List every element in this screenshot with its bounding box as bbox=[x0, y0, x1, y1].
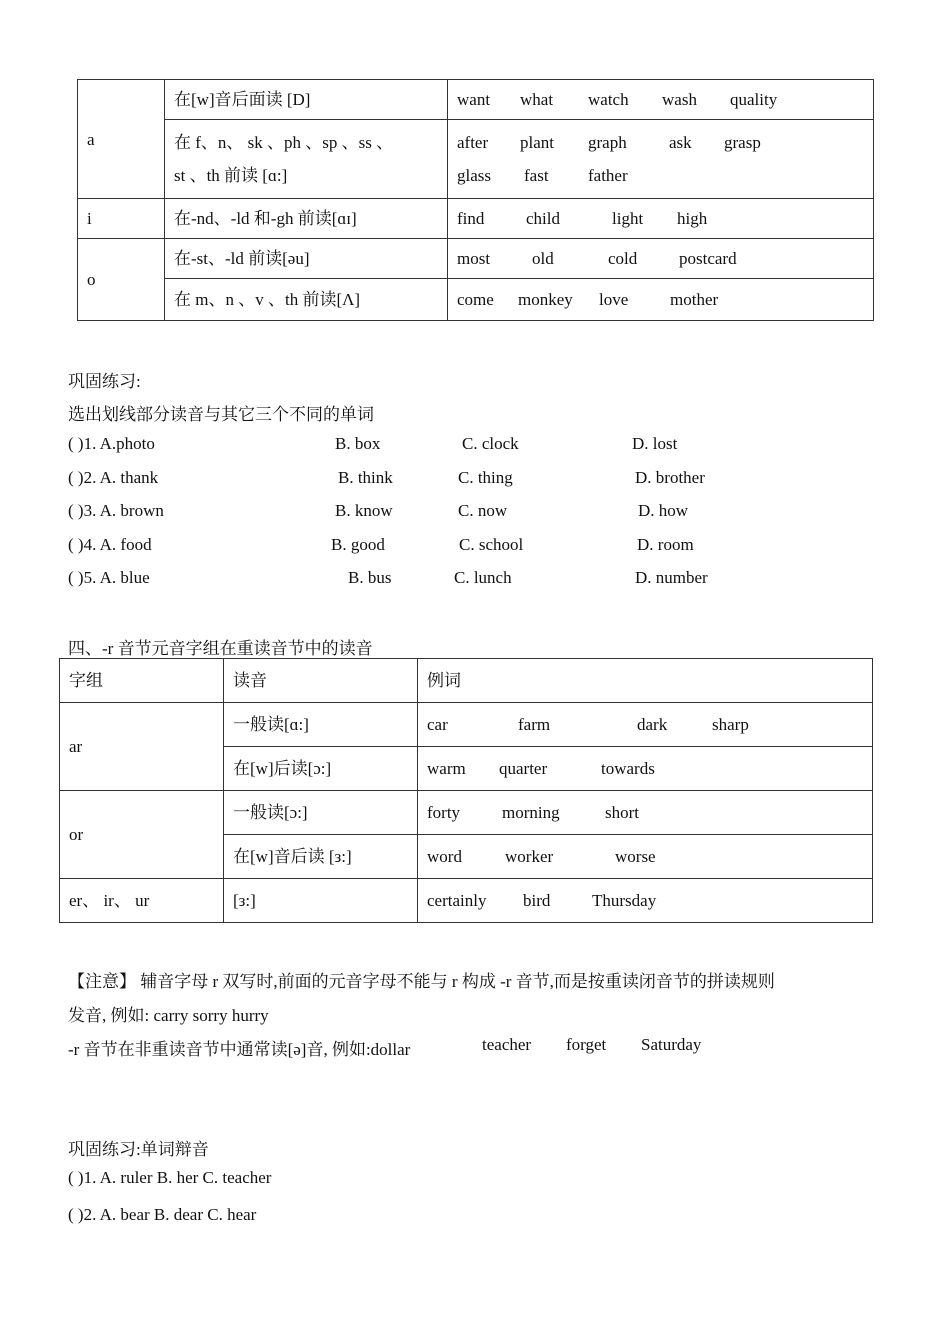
rule-cell bbox=[165, 120, 448, 199]
note-word: forget bbox=[566, 1035, 607, 1054]
group-cell: er、 ir、 ur bbox=[60, 879, 224, 923]
example-word: what bbox=[520, 90, 554, 109]
example-word: worse bbox=[615, 847, 656, 866]
words-cell bbox=[448, 120, 874, 199]
option-d: D. number bbox=[635, 568, 708, 587]
header-cell: 例词 bbox=[418, 659, 873, 703]
example-word: morning bbox=[502, 803, 560, 822]
words-cell bbox=[418, 747, 873, 791]
words-cell bbox=[448, 80, 874, 120]
words-cell bbox=[418, 791, 873, 835]
sound-cell: [з:] bbox=[224, 879, 418, 923]
example-word: quarter bbox=[499, 759, 548, 778]
section-title: 四、-r 音节元音字组在重读音节中的读音 bbox=[68, 639, 373, 658]
option-b: B. bus bbox=[348, 568, 392, 587]
example-word: old bbox=[532, 249, 554, 268]
option-d: D. brother bbox=[635, 468, 705, 487]
exercise-instruction: 选出划线部分读音与其它三个不同的单词 bbox=[68, 405, 374, 424]
group-cell: ar bbox=[60, 703, 224, 791]
option-d: D. lost bbox=[632, 434, 678, 453]
note-line: -r 音节在非重读音节中通常读[ə]音, 例如:dollar bbox=[68, 1040, 411, 1059]
example-word: after bbox=[457, 133, 489, 152]
example-word: car bbox=[427, 715, 448, 734]
header-cell: 读音 bbox=[224, 659, 418, 703]
example-word: towards bbox=[601, 759, 655, 778]
sound-cell: 在[w]后读[ɔ:] bbox=[224, 747, 418, 791]
example-word: bird bbox=[523, 891, 551, 910]
example-word: light bbox=[612, 209, 644, 228]
option-b: B. think bbox=[338, 468, 393, 487]
letter-cell: i bbox=[78, 199, 165, 239]
example-word: short bbox=[605, 803, 639, 822]
example-word: word bbox=[427, 847, 462, 866]
option-d: D. how bbox=[638, 501, 689, 520]
option-c: C. school bbox=[459, 535, 524, 554]
rule-cell: 在[w]音后面读 [D] bbox=[165, 80, 448, 120]
example-word: high bbox=[677, 209, 708, 228]
example-word: ask bbox=[669, 133, 692, 152]
exercise-item: ( )1. A. ruler B. her C. teacher bbox=[68, 1168, 272, 1187]
rule-cell: 在 m、n 、v 、th 前读[Λ] bbox=[165, 279, 448, 321]
example-word: farm bbox=[518, 715, 551, 734]
example-word: dark bbox=[637, 715, 668, 734]
example-word: worker bbox=[505, 847, 554, 866]
rule-line: 在 f、n、 sk 、ph 、sp 、ss 、 bbox=[174, 133, 394, 152]
example-word: father bbox=[588, 166, 628, 185]
example-word: grasp bbox=[724, 133, 761, 152]
example-word: cold bbox=[608, 249, 638, 268]
option-d: D. room bbox=[637, 535, 694, 554]
example-word: mother bbox=[670, 290, 719, 309]
example-word: monkey bbox=[518, 290, 573, 309]
note-word: Saturday bbox=[641, 1035, 702, 1054]
example-word: warm bbox=[427, 759, 466, 778]
letter-cell: a bbox=[78, 80, 165, 199]
example-word: watch bbox=[588, 90, 629, 109]
words-cell bbox=[448, 239, 874, 279]
example-word: fast bbox=[524, 166, 549, 185]
example-word: graph bbox=[588, 133, 627, 152]
example-word: quality bbox=[730, 90, 778, 109]
option-c: C. clock bbox=[462, 434, 519, 453]
option-c: C. now bbox=[458, 501, 508, 520]
letter-cell: o bbox=[78, 239, 165, 321]
header-cell: 字组 bbox=[60, 659, 224, 703]
exercise-title: 巩固练习:单词辩音 bbox=[68, 1140, 209, 1159]
example-word: glass bbox=[457, 166, 491, 185]
example-word: sharp bbox=[712, 715, 749, 734]
sound-cell: 一般读[ɑ:] bbox=[224, 703, 418, 747]
group-cell: or bbox=[60, 791, 224, 879]
words-cell bbox=[418, 703, 873, 747]
example-word: plant bbox=[520, 133, 554, 152]
note-word: teacher bbox=[482, 1035, 532, 1054]
vowel-rule-table bbox=[77, 79, 874, 321]
example-word: find bbox=[457, 209, 485, 228]
exercise-item: ( )5. A. blue bbox=[68, 568, 150, 587]
option-b: B. know bbox=[335, 501, 393, 520]
option-c: C. lunch bbox=[454, 568, 512, 587]
example-word: come bbox=[457, 290, 494, 309]
exercise-item: ( )3. A. brown bbox=[68, 501, 164, 520]
rule-line: st 、th 前读 [ɑ:] bbox=[174, 166, 288, 185]
sound-cell: 在[w]音后读 [з:] bbox=[224, 835, 418, 879]
example-word: most bbox=[457, 249, 491, 268]
exercise-item: ( )1. A.photo bbox=[68, 434, 155, 453]
note-line: 【注意】 辅音字母 r 双写时,前面的元音字母不能与 r 构成 -r 音节,而是按重读闭音节的拼读规则 bbox=[68, 972, 775, 991]
exercise-item: ( )2. A. bear B. dear C. hear bbox=[68, 1205, 257, 1224]
option-b: B. box bbox=[335, 434, 381, 453]
example-word: forty bbox=[427, 803, 461, 822]
option-c: C. thing bbox=[458, 468, 513, 487]
sound-cell: 一般读[ɔ:] bbox=[224, 791, 418, 835]
words-cell bbox=[448, 279, 874, 321]
example-word: child bbox=[526, 209, 560, 228]
exercise-item: ( )4. A. food bbox=[68, 535, 152, 554]
example-word: wash bbox=[662, 90, 697, 109]
example-word: want bbox=[457, 90, 491, 109]
r-syllable-table bbox=[59, 658, 873, 923]
example-word: postcard bbox=[679, 249, 737, 268]
option-b: B. good bbox=[331, 535, 385, 554]
words-cell bbox=[448, 199, 874, 239]
words-cell bbox=[418, 835, 873, 879]
rule-cell: 在-st、-ld 前读[əu] bbox=[165, 239, 448, 279]
exercise-title: 巩固练习: bbox=[68, 372, 141, 391]
words-cell bbox=[418, 879, 873, 923]
example-word: love bbox=[599, 290, 629, 309]
note-line: 发音, 例如: carry sorry hurry bbox=[68, 1006, 269, 1025]
rule-cell: 在-nd、-ld 和-gh 前读[ɑɪ] bbox=[165, 199, 448, 239]
example-word: Thursday bbox=[592, 891, 657, 910]
example-word: certainly bbox=[427, 891, 487, 910]
exercise-item: ( )2. A. thank bbox=[68, 468, 159, 487]
